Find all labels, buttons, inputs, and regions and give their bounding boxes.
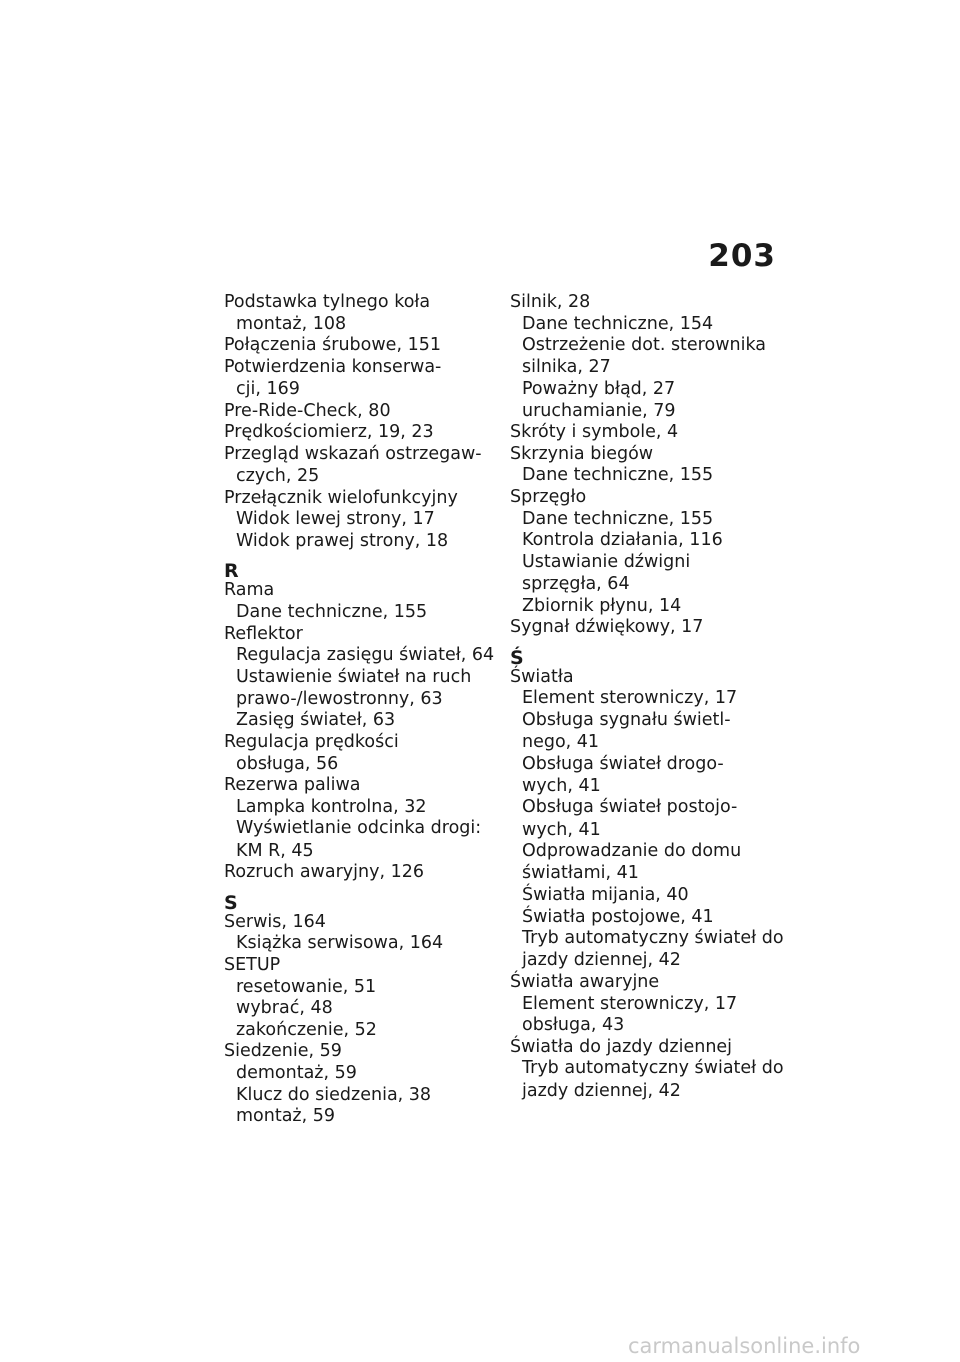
index-entry: Rozruch awaryjny, 126 <box>224 862 424 883</box>
index-subentry-continuation: światłami, 41 <box>522 863 639 884</box>
index-subentry: Wyświetlanie odcinka drogi: <box>236 818 482 839</box>
index-entry: Sprzęgło <box>510 486 587 507</box>
index-entry: Reflektor <box>224 623 303 644</box>
index-subentry: Dane techniczne, 155 <box>522 508 714 529</box>
index-subentry-continuation: jazdy dziennej, 42 <box>522 1080 681 1101</box>
index-subentry-continuation: jazdy dziennej, 42 <box>522 950 681 971</box>
index-subentry: Widok prawej strony, 18 <box>236 530 449 551</box>
index-entry: Podstawka tylnego koła <box>224 292 431 312</box>
index-entry: Przegląd wskazań ostrzegaw- <box>224 443 482 464</box>
index-entry-continuation: cji, 169 <box>236 378 300 399</box>
index-entry: Połączenia śrubowe, 151 <box>224 335 441 356</box>
index-subentry: Obsługa świateł drogo- <box>522 753 724 774</box>
index-column-left <box>224 292 494 1128</box>
index-subentry: montaż, 59 <box>236 1106 336 1127</box>
index-subentry: Zasięg świateł, 63 <box>236 710 396 731</box>
index-subentry-continuation: wych, 41 <box>522 775 601 796</box>
index-subentry: Obsługa sygnału świetl- <box>522 709 731 730</box>
index-entry: Rama <box>224 580 275 601</box>
index-entry: Regulacja prędkości <box>224 732 399 753</box>
index-subentry: Światła mijania, 40 <box>522 885 689 905</box>
index-subentry-continuation: nego, 41 <box>522 732 600 753</box>
index-section-letter: R <box>224 560 239 583</box>
index-subentry: uruchamianie, 79 <box>522 400 676 421</box>
index-subentry: zakończenie, 52 <box>236 1019 377 1040</box>
index-subentry: Zbiornik płynu, 14 <box>522 595 682 616</box>
index-subentry: Tryb automatyczny świateł do <box>522 928 784 949</box>
index-subentry: Element sterowniczy, 17 <box>522 688 738 709</box>
index-subentry: Dane techniczne, 155 <box>236 601 428 622</box>
index-subentry-continuation: sprzęgła, 64 <box>522 573 630 594</box>
index-subentry: obsługa, 43 <box>522 1015 625 1036</box>
index-entry: Pre-Ride-Check, 80 <box>224 400 391 421</box>
index-subentry: obsługa, 56 <box>236 753 339 774</box>
index-subentry-continuation: silnika, 27 <box>522 357 611 378</box>
index-section-letter: Ś <box>510 646 524 669</box>
index-entry: Prędkościomierz, 19, 23 <box>224 422 434 443</box>
index-section-letter: S <box>224 891 238 914</box>
index-entry: Światła <box>510 666 574 687</box>
index-entry-continuation: czych, 25 <box>236 465 320 486</box>
index-subentry: Poważny błąd, 27 <box>522 378 676 399</box>
index-subentry: Książka serwisowa, 164 <box>236 933 444 954</box>
index-subentry: Światła postojowe, 41 <box>522 906 714 927</box>
index-entry: Skrzynia biegów <box>510 443 654 464</box>
index-subentry: demontaż, 59 <box>236 1062 357 1083</box>
index-column-right <box>510 292 790 1102</box>
index-subentry: Ostrzeżenie dot. sterownika <box>522 335 767 356</box>
index-subentry: Klucz do siedzenia, 38 <box>236 1084 432 1105</box>
index-subentry: Odprowadzanie do domu <box>522 841 742 862</box>
index-subentry-continuation: wych, 41 <box>522 819 601 840</box>
index-entry: Światła awaryjne <box>510 971 660 992</box>
index-subentry: Element sterowniczy, 17 <box>522 993 738 1014</box>
index-entry: SETUP <box>224 955 281 975</box>
index-subentry: Tryb automatyczny świateł do <box>522 1058 784 1079</box>
index-subentry: Dane techniczne, 154 <box>522 313 714 334</box>
index-subentry-continuation: KM R, 45 <box>236 840 314 861</box>
index-subentry-continuation: prawo-/lewostronny, 63 <box>236 688 443 709</box>
index-subentry: resetowanie, 51 <box>236 976 377 997</box>
index-entry: Przełącznik wielofunkcyjny <box>224 487 458 508</box>
index-subentry: Widok lewej strony, 17 <box>236 509 435 530</box>
index-entry: Rezerwa paliwa <box>224 775 361 796</box>
index-subentry: Ustawianie dźwigni <box>522 551 691 572</box>
index-subentry: montaż, 108 <box>236 313 347 334</box>
index-entry: Potwierdzenia konserwa- <box>224 356 442 377</box>
index-entry: Światła do jazdy dziennej <box>510 1036 733 1057</box>
index-subentry: Regulacja zasięgu świateł, 64 <box>236 645 495 666</box>
watermark: carmanualsonline.info <box>628 1334 861 1358</box>
index-subentry: Dane techniczne, 155 <box>522 465 714 486</box>
index-entry: Serwis, 164 <box>224 911 326 932</box>
index-subentry: Lampka kontrolna, 32 <box>236 796 427 817</box>
index-subentry: Ustawienie świateł na ruch <box>236 666 472 687</box>
index-entry: Siedzenie, 59 <box>224 1041 342 1062</box>
page-number: 203 <box>708 238 776 274</box>
index-entry: Sygnał dźwiękowy, 17 <box>510 617 704 638</box>
index-subentry: Obsługa świateł postojo- <box>522 797 738 818</box>
index-entry: Skróty i symbole, 4 <box>510 422 679 443</box>
index-subentry: Kontrola działania, 116 <box>522 530 723 551</box>
index-entry: Silnik, 28 <box>510 292 591 312</box>
index-subentry: wybrać, 48 <box>236 998 333 1019</box>
